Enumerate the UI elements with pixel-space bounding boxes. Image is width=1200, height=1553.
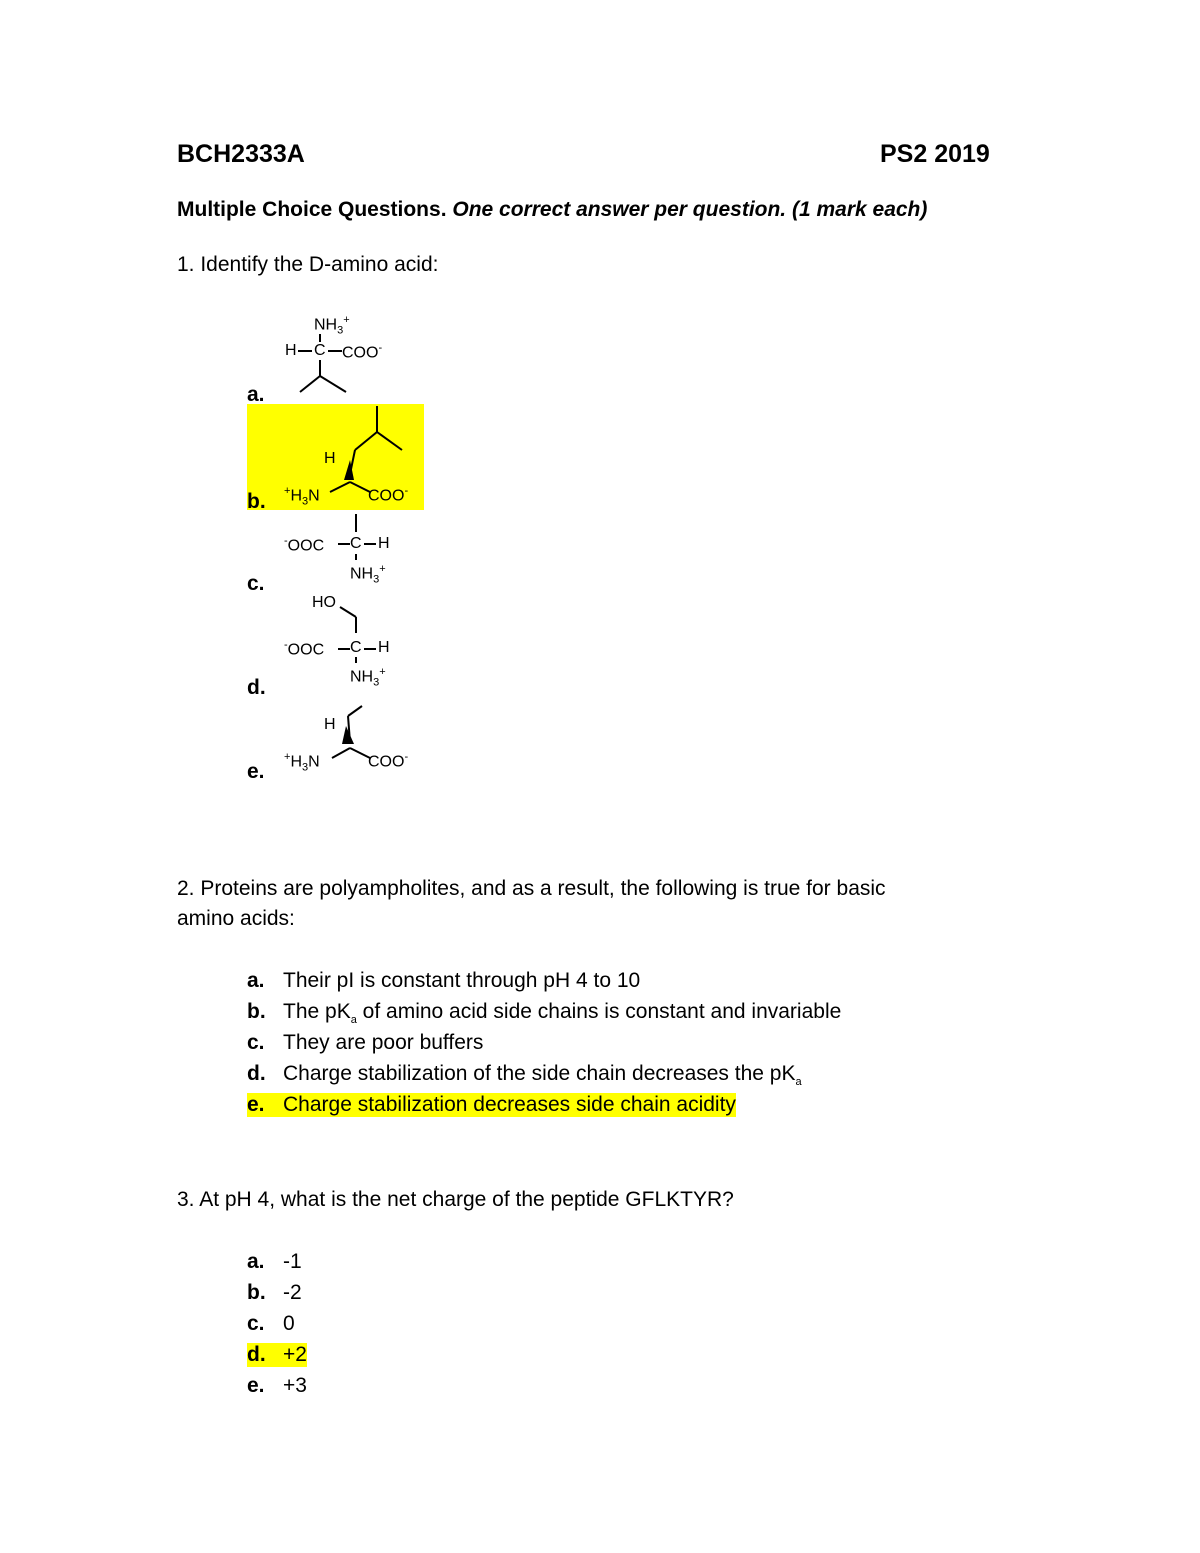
structure-e-coo: COO- bbox=[368, 751, 409, 771]
q3-option-c-text: 0 bbox=[283, 1312, 295, 1335]
question-2-prompt-line2: amino acids: bbox=[177, 907, 295, 930]
structure-c-nh3: $NH_3^+$ bbox=[350, 563, 386, 586]
structure-e-h: H bbox=[324, 716, 336, 733]
q1-option-b-label: b. bbox=[247, 490, 266, 513]
q2-option-a bbox=[247, 969, 640, 993]
q1-option-e-label: e. bbox=[247, 760, 265, 783]
structure-d-ooc: -OOC bbox=[284, 639, 325, 659]
q2-option-c-label: c. bbox=[247, 1031, 265, 1054]
q2-option-d-sub: a bbox=[795, 1076, 802, 1089]
question-1-prompt: 1. Identify the D-amino acid: bbox=[177, 253, 439, 276]
structure-a-c: C bbox=[314, 342, 326, 359]
q3-option-e-text: +3 bbox=[283, 1374, 307, 1397]
structure-a-bonds bbox=[280, 330, 360, 400]
structure-b-h: H bbox=[324, 450, 336, 467]
structure-d-c: C bbox=[350, 639, 362, 656]
q2-option-b-label: b. bbox=[247, 1000, 266, 1023]
question-3-prompt: 3. At pH 4, what is the net charge of the peptide GFLKTYR? bbox=[177, 1188, 734, 1211]
q2-option-e-text: Charge stabilization decreases side chain acidity bbox=[283, 1093, 736, 1116]
structure-b-coo: COO- bbox=[368, 485, 409, 505]
q1-option-d-label: d. bbox=[247, 676, 266, 699]
problem-set-label: PS2 2019 bbox=[880, 140, 990, 168]
structure-c-h: H bbox=[378, 535, 390, 552]
q2-option-b-text-post: of amino acid side chains is constant and invariable bbox=[356, 1000, 842, 1023]
structure-d-h: H bbox=[378, 639, 390, 656]
structure-b-h3n: $^+H_3N$ bbox=[284, 485, 320, 508]
q3-option-e bbox=[247, 1374, 307, 1398]
q2-option-b-sub: a bbox=[350, 1014, 357, 1027]
q3-option-e-label: e. bbox=[247, 1374, 265, 1397]
q2-option-d-text-pre: Charge stabilization of the side chain decreases the pK bbox=[283, 1062, 796, 1085]
q2-option-d bbox=[247, 1062, 802, 1088]
q3-option-a-label: a. bbox=[247, 1250, 265, 1273]
q2-option-c bbox=[247, 1031, 483, 1055]
q3-option-a bbox=[247, 1250, 302, 1274]
structure-d-ho: HO bbox=[312, 594, 336, 611]
q2-option-e-highlighted bbox=[247, 1093, 736, 1117]
q2-option-b-text-pre: The pK bbox=[283, 1000, 351, 1023]
q2-option-a-text: Their pI is constant through pH 4 to 10 bbox=[283, 969, 641, 992]
structure-a-coo: COO- bbox=[342, 342, 383, 362]
q1-option-a-label: a. bbox=[247, 383, 265, 406]
q3-option-c bbox=[247, 1312, 295, 1336]
q3-option-d-highlighted bbox=[247, 1343, 307, 1367]
structure-a-nh3: $NH_3^+$ bbox=[314, 314, 350, 337]
q2-option-a-label: a. bbox=[247, 969, 265, 992]
structure-a-h: H bbox=[285, 342, 297, 359]
q2-option-b bbox=[247, 1000, 841, 1026]
q3-option-c-label: c. bbox=[247, 1312, 265, 1335]
q2-option-c-text: They are poor buffers bbox=[283, 1031, 484, 1054]
structure-c-c: C bbox=[350, 535, 362, 552]
q2-option-d-label: d. bbox=[247, 1062, 266, 1085]
q3-option-a-text: -1 bbox=[283, 1250, 302, 1273]
instructions-italic: One correct answer per question. (1 mark each) bbox=[452, 198, 928, 221]
instructions-bold: Multiple Choice Questions. bbox=[177, 198, 447, 221]
q3-option-d-label: d. bbox=[247, 1343, 266, 1366]
q3-option-b-label: b. bbox=[247, 1281, 266, 1304]
q3-option-d-text: +2 bbox=[283, 1343, 307, 1366]
structure-c-ooc: -OOC bbox=[284, 535, 325, 555]
q3-option-b bbox=[247, 1281, 302, 1305]
q1-option-c-label: c. bbox=[247, 572, 265, 595]
question-2-prompt-line1: 2. Proteins are polyampholites, and as a result, the following is true for basic bbox=[177, 877, 886, 900]
q3-option-b-text: -2 bbox=[283, 1281, 302, 1304]
course-code: BCH2333A bbox=[177, 140, 305, 168]
structure-e-h3n: $^+H_3N$ bbox=[284, 751, 320, 774]
structure-d-nh3: $NH_3^+$ bbox=[350, 666, 386, 689]
instructions bbox=[177, 198, 927, 222]
q2-option-e-label: e. bbox=[247, 1093, 265, 1116]
